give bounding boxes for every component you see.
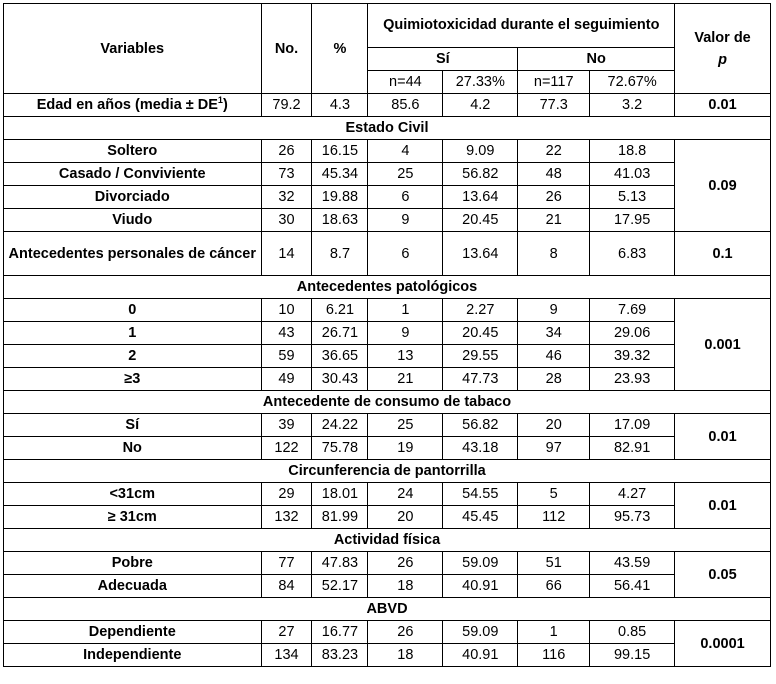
section-antecedentes-patologicos: Antecedentes patológicos: [4, 276, 771, 299]
header-pct-si: 27.33%: [443, 71, 518, 94]
table-row: Edad en años (media ± $DE^1$) 79.2 4.3 85.6 4.2 77.3 3.2 0.01: [4, 94, 771, 117]
header-no-col: No: [518, 48, 675, 71]
table-row: 2 59 36.65 13 29.55 46 39.32: [4, 345, 771, 368]
section-tabaco: Antecedente de consumo de tabaco: [4, 391, 771, 414]
header-valor-line1: Valor de: [694, 29, 751, 46]
section-abvd: ABVD: [4, 598, 771, 621]
header-quimio: Quimiotoxicidad durante el seguimiento: [368, 4, 675, 48]
header-pct: %: [312, 4, 368, 94]
table-row: ≥3 49 30.43 21 47.73 28 23.93: [4, 368, 771, 391]
table-row: <31cm 29 18.01 24 54.55 5 4.27 0.01: [4, 483, 771, 506]
header-variables: Variables: [4, 4, 262, 94]
table-row: 0 10 6.21 1 2.27 9 7.69 0.001: [4, 299, 771, 322]
table-row: Viudo 30 18.63 9 20.45 21 17.95: [4, 209, 771, 232]
p-value-estado: 0.09: [675, 140, 771, 232]
table-row: Adecuada 84 52.17 18 40.91 66 56.41: [4, 575, 771, 598]
header-pct-no: 72.67%: [590, 71, 675, 94]
row-label-edad: Edad en años (media ± $DE^1$): [4, 94, 262, 117]
table-row: ≥ 31cm 132 81.99 20 45.45 112 95.73: [4, 506, 771, 529]
header-si: Sí: [368, 48, 518, 71]
section-pantorrilla: Circunferencia de pantorrilla: [4, 460, 771, 483]
results-table: [3, 3, 771, 667]
header-n-no: n=117: [518, 71, 590, 94]
table-row: Dependiente 27 16.77 26 59.09 1 0.85 0.0001: [4, 621, 771, 644]
table-row: Soltero 26 16.15 4 9.09 22 18.8 0.09: [4, 140, 771, 163]
p-value-pantorrilla: 0.01: [675, 483, 771, 529]
table-row: Divorciado 32 19.88 6 13.64 26 5.13: [4, 186, 771, 209]
p-value-abvd: 0.0001: [675, 621, 771, 667]
header-valor-p: [675, 4, 771, 94]
table-row: Antecedentes personales de cáncer 14 8.7 6 13.64 8 6.83 0.1: [4, 232, 771, 276]
header-n-si: n=44: [368, 71, 443, 94]
p-value-antecedentes: 0.001: [675, 299, 771, 391]
p-value-tabaco: 0.01: [675, 414, 771, 460]
table-row: 1 43 26.71 9 20.45 34 29.06: [4, 322, 771, 345]
table-row: Independiente 134 83.23 18 40.91 116 99.15: [4, 644, 771, 667]
p-value-actividad: 0.05: [675, 552, 771, 598]
table-row: No 122 75.78 19 43.18 97 82.91: [4, 437, 771, 460]
p-value-cancer: 0.1: [675, 232, 771, 276]
table-row: Sí 39 24.22 25 56.82 20 17.09 0.01: [4, 414, 771, 437]
p-value-edad: 0.01: [675, 94, 771, 117]
header-no: No.: [261, 4, 312, 94]
section-actividad: Actividad física: [4, 529, 771, 552]
section-estado-civil: Estado Civil: [4, 117, 771, 140]
table-row: Pobre 77 47.83 26 59.09 51 43.59 0.05: [4, 552, 771, 575]
table-row: Casado / Conviviente 73 45.34 25 56.82 48 41.03: [4, 163, 771, 186]
header-valor-line2: p: [718, 51, 727, 68]
